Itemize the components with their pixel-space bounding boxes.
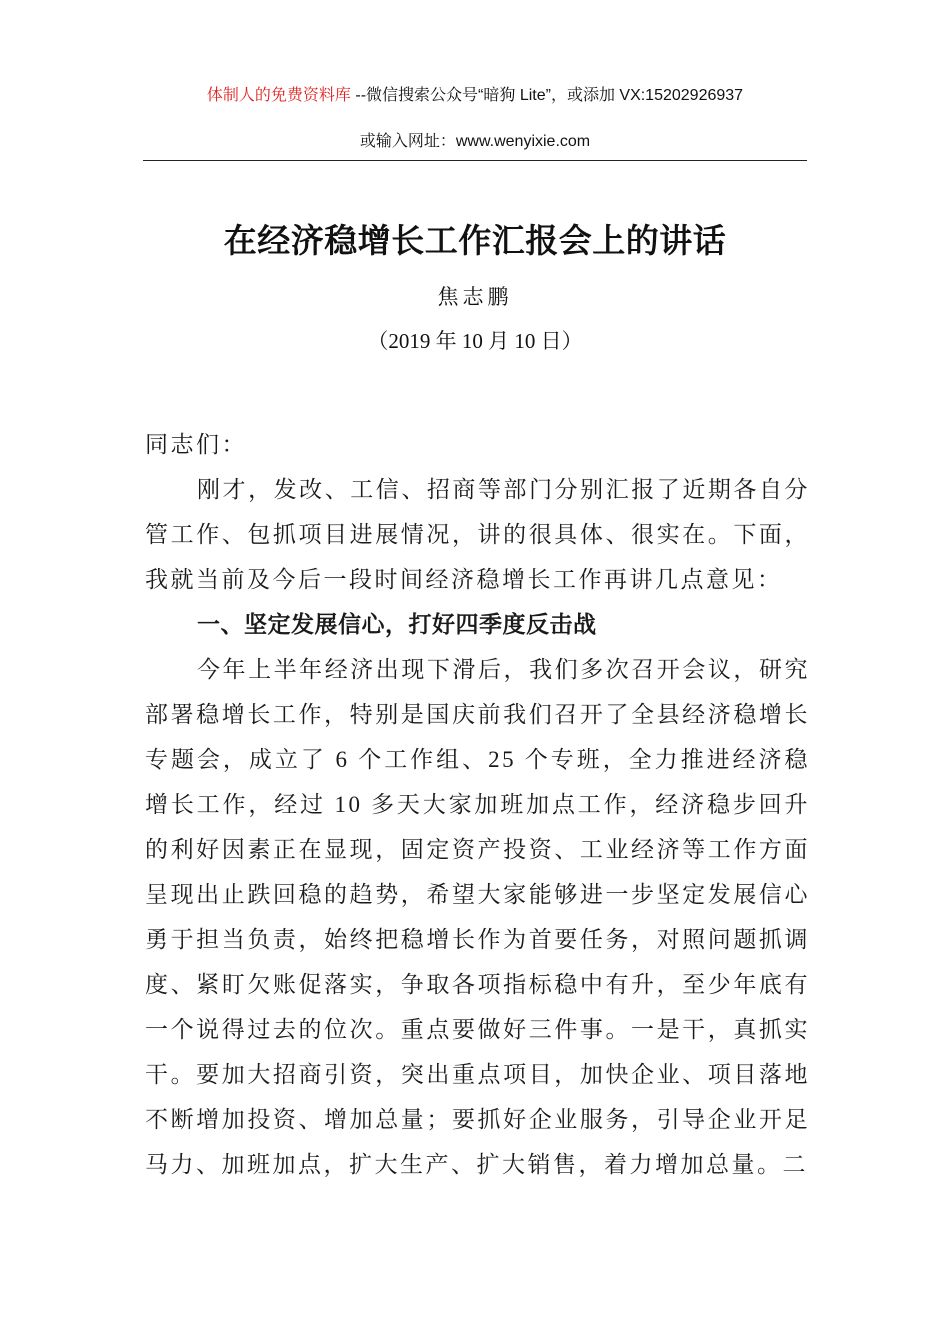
header-divider bbox=[143, 160, 807, 161]
body-paragraph-1: 刚才，发改、工信、招商等部门分别汇报了近期各自分管工作、包抓项目进展情况，讲的很具体、很实在。下面，我就当前及今后一段时间经济稳增长工作再讲几点意见： bbox=[145, 477, 810, 592]
salutation: 同志们： bbox=[145, 432, 247, 457]
document-date: （2019 年 10 月 10 日） bbox=[367, 329, 583, 353]
section-heading-1: 一、坚定发展信心，打好四季度反击战 bbox=[197, 611, 597, 637]
document-title: 在经济稳增长工作汇报会上的讲话 bbox=[223, 221, 727, 260]
body-paragraph-2: 今年上半年经济出现下滑后，我们多次召开会议，研究部署稳增长工作，特别是国庆前我们召开了全县经济稳增长专题会，成立了 6 个工作组、25 个专班，全力推进经济稳增长工作，经过 10 多天大家加班加点工作，经济稳步回升的利好因素正在显现，固定资产投资、工业经济等工作方面呈现出止跌回稳的趋势，希望大家能够进一步坚定发展信心勇于担当负责，始终把稳增长作为首要任务，对照问题抓调度、紧盯欠账促落实，争取各项指标稳中有升，至少年底有一个说得过去的位次。重点要做好三件事。一是干，真抓实干。要加大招商引资，突出重点项目，加快企业、项目落地不断增加投资、增加总量；要抓好企业服务，引导企业开足马力、加班加点，扩大生产、扩大销售，着力增加总量。二 bbox=[145, 657, 810, 1177]
document-author: 焦志鹏 bbox=[437, 285, 513, 309]
watermark-header-line2: 或输入网址：www.wenyixie.com bbox=[359, 133, 591, 150]
watermark-red-text: 体制人的免费资料库 bbox=[206, 87, 351, 104]
watermark-header-line1 bbox=[0, 84, 950, 108]
watermark-contact-text: --微信搜索公众号“暗狗 Lite”，或添加 VX:15202926937 bbox=[355, 87, 744, 104]
document-body bbox=[145, 422, 810, 1187]
